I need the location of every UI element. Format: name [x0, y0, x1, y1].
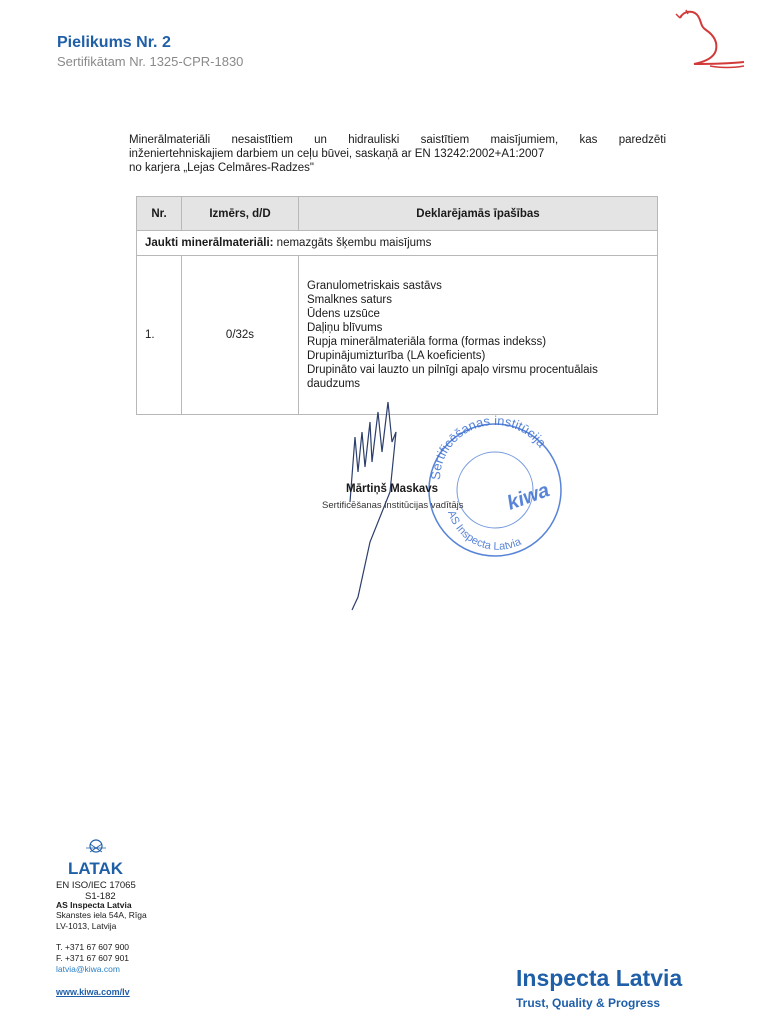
- property-item: Smalknes saturs: [307, 294, 393, 306]
- properties-table: [136, 196, 658, 415]
- company-address: [56, 910, 147, 932]
- header-size: Izmērs, d/D: [182, 197, 299, 231]
- certificate-number: Sertifikātam Nr. 1325-CPR-1830: [57, 54, 244, 69]
- signer-role: Sertificēšanas institūcijas vadītājs: [322, 500, 464, 511]
- signer-name: Mārtiņš Maskavs: [346, 483, 439, 495]
- intro-line-1: Minerālmateriāli nesaistītiem un hidrauliski saistītiem maisījumiem, kas paredzēti: [129, 134, 666, 146]
- website-link[interactable]: www.kiwa.com/lv: [56, 987, 130, 997]
- email-link[interactable]: latvia@kiwa.com: [56, 964, 120, 974]
- group-label-rest: nemazgāts šķembu maisījums: [273, 237, 432, 249]
- accreditation-number: S1-182: [85, 891, 116, 902]
- row-nr: 1.: [137, 256, 182, 415]
- accreditation-standard: EN ISO/IEC 17065: [56, 880, 136, 891]
- row-size: 0/32s: [182, 256, 299, 415]
- property-item: Drupinājumizturība (LA koeficients): [307, 350, 486, 362]
- table-row: [137, 256, 658, 415]
- official-stamp: [428, 413, 561, 556]
- stamp-center-text: kiwa: [504, 479, 553, 515]
- group-label-bold: Jaukti minerālmateriāli:: [145, 237, 274, 249]
- svg-text:Sertificēšanas institūcija: [428, 413, 550, 480]
- row-properties: [299, 256, 658, 415]
- header-nr: Nr.: [137, 197, 182, 231]
- svg-text:AS Inspecta Latvia: [445, 509, 524, 553]
- header-properties: Deklarējamās īpašības: [299, 197, 658, 231]
- table-group-row: [137, 231, 658, 256]
- property-item: Rupja minerālmateriāla forma (formas indekss): [307, 336, 547, 348]
- property-item: Drupināto vai lauzto un pilnīgi apaļo virsmu procentuālais daudzums: [307, 364, 598, 390]
- latak-logo-text: LATAK: [68, 859, 124, 878]
- intro-line-3: no karjera „Lejas Celmāres-Radzes": [129, 162, 314, 174]
- stamp-bottom-text: AS Inspecta Latvia: [445, 508, 524, 553]
- group-label: [137, 231, 658, 256]
- beaver-icon: [674, 6, 746, 72]
- company-name: AS Inspecta Latvia: [56, 900, 132, 910]
- intro-line-2: inženiertehniskajiem darbiem un ceļu būvei, saskaņā ar EN 13242:2002+A1:2007: [129, 148, 545, 160]
- phone-number: T. +371 67 607 900: [56, 942, 130, 952]
- intro-paragraph: [129, 133, 666, 175]
- brand-tagline: Trust, Quality & Progress: [516, 996, 661, 1010]
- property-item: Daļiņu blīvums: [307, 322, 383, 334]
- table-header-row: [137, 197, 658, 231]
- address-line-1: Skanstes iela 54A, Rīga: [56, 910, 147, 920]
- address-line-2: LV-1013, Latvija: [56, 921, 117, 931]
- brand-name: Inspecta Latvia: [516, 965, 683, 991]
- property-item: Granulometriskais sastāvs: [307, 280, 442, 292]
- fax-number: F. +371 67 607 901: [56, 953, 130, 963]
- property-item: Ūdens uzsūce: [307, 308, 380, 320]
- stamp-top-text: Sertificēšanas institūcija: [427, 412, 550, 481]
- appendix-title: Pielikums Nr. 2: [57, 34, 171, 51]
- latak-logo: [64, 838, 128, 880]
- contact-phones: [56, 942, 129, 964]
